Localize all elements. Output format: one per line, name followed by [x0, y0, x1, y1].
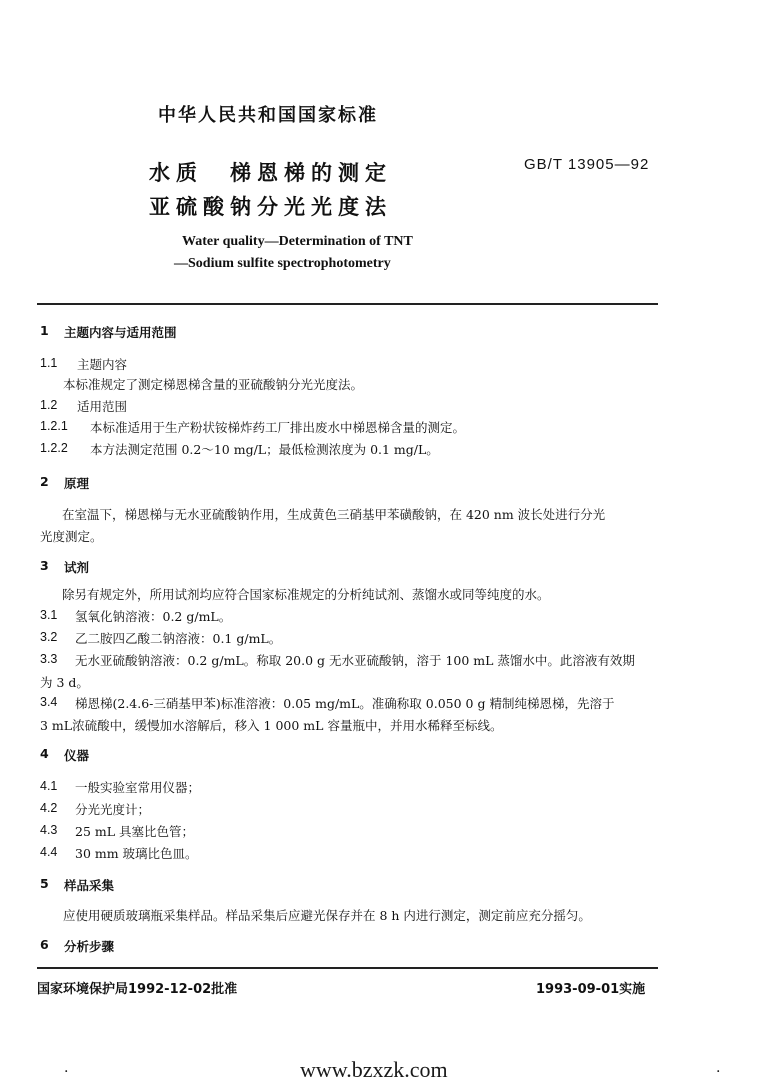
clause-3-2-text: 乙二胺四乙酸二钠溶液：0.1 g/mL。 — [75, 631, 282, 646]
clause-3-1-number: 3.1 — [40, 608, 58, 622]
clause-4-1-text: 一般实验室常用仪器； — [75, 780, 201, 795]
clause-1-2-2-number: 1.2.2 — [40, 441, 68, 455]
section-5-title: 样品采集 — [64, 878, 115, 893]
section-4-number: 4 — [40, 746, 49, 761]
section-2-text-line-1: 在室温下，梯恩梯与无水亚硫酸钠作用，生成黄色三硝基甲苯磺酸钠，在 420 nm 波长处进行分光 — [62, 507, 606, 522]
title-line-2: 亚硫酸钠分光光度法 — [149, 195, 392, 219]
clause-1-2-2-text: 本方法测定范围 0.2～10 mg/L；最低检测浓度为 0.1 mg/L。 — [90, 442, 439, 457]
effective-date-note: 1993-09-01实施 — [536, 982, 646, 997]
section-2-text-line-2: 光度测定。 — [40, 529, 103, 544]
section-3-title: 试剂 — [64, 560, 90, 575]
approval-note: 国家环境保护局1992-12-02批准 — [37, 982, 238, 997]
clause-3-3-text-line-1: 无水亚硫酸钠溶液：0.2 g/mL。称取 20.0 g 无水亚硫酸钠，溶于 100 mL 蒸馏水中。此溶液有效期 — [75, 653, 635, 668]
standard-name: 中华人民共和国国家标准 — [158, 105, 378, 126]
section-5-text: 应使用硬质玻璃瓶采集样品。样品采集后应避光保存并在 8 h 内进行测定，测定前应充分摇匀。 — [63, 908, 591, 923]
section-3-number: 3 — [40, 558, 49, 573]
clause-1-1-title: 主题内容 — [77, 357, 128, 372]
scan-dot-right: . — [716, 1060, 721, 1076]
clause-3-4-number: 3.4 — [40, 695, 58, 709]
section-2-number: 2 — [40, 474, 49, 489]
clause-4-4-text: 30 mm 玻璃比色皿。 — [75, 846, 198, 861]
clause-1-2-title: 适用范围 — [77, 399, 128, 414]
section-3-intro: 除另有规定外，所用试剂均应符合国家标准规定的分析纯试剂、蒸馏水或同等纯度的水。 — [62, 587, 550, 602]
clause-1-2-1-number: 1.2.1 — [40, 419, 68, 433]
clause-3-2-number: 3.2 — [40, 630, 58, 644]
clause-4-2-text: 分光光度计； — [75, 802, 151, 817]
section-1-number: 1 — [40, 323, 49, 338]
clause-1-2-number: 1.2 — [40, 398, 58, 412]
section-6-number: 6 — [40, 937, 49, 952]
clause-1-1-text: 本标准规定了测定梯恩梯含量的亚硫酸钠分光光度法。 — [63, 377, 364, 392]
clause-4-3-text: 25 mL 具塞比色管； — [75, 824, 195, 839]
scan-dot-left: . — [64, 1060, 69, 1076]
clause-3-3-text-line-2: 为 3 d。 — [40, 675, 89, 690]
section-4-title: 仪器 — [64, 748, 90, 763]
clause-3-4-text-line-2: 3 mL浓硫酸中，缓慢加水溶解后，移入 1 000 mL 容量瓶中，并用水稀释至标线。 — [40, 718, 503, 733]
clause-1-1-number: 1.1 — [40, 356, 58, 370]
clause-3-3-number: 3.3 — [40, 652, 58, 666]
clause-4-4-number: 4.4 — [40, 845, 58, 859]
clause-4-2-number: 4.2 — [40, 801, 58, 815]
clause-3-1-text: 氢氧化钠溶液：0.2 g/mL。 — [75, 609, 232, 624]
section-1-title: 主题内容与适用范围 — [64, 325, 177, 340]
title-line-1: 水质 梯恩梯的测定 — [149, 161, 392, 185]
clause-4-3-number: 4.3 — [40, 823, 58, 837]
clause-1-2-1-text: 本标准适用于生产粉状铵梯炸药工厂排出废水中梯恩梯含量的测定。 — [90, 420, 466, 435]
clause-3-4-text-line-1: 梯恩梯(2.4.6-三硝基甲苯)标准溶液：0.05 mg/mL。准确称取 0.050 0 g 精制纯梯恩梯，先溶于 — [75, 696, 615, 711]
english-title-line-1: Water quality—Determination of TNT — [182, 234, 413, 249]
english-title-line-2: —Sodium sulfite spectrophotometry — [174, 256, 391, 271]
standard-code: GB/T 13905—92 — [524, 156, 650, 173]
footer-divider — [37, 967, 658, 969]
section-2-title: 原理 — [64, 476, 90, 491]
section-6-title: 分析步骤 — [64, 939, 115, 954]
clause-4-1-number: 4.1 — [40, 779, 58, 793]
watermark-url: www.bzxzk.com — [300, 1057, 448, 1082]
header-divider — [37, 303, 658, 305]
section-5-number: 5 — [40, 876, 49, 891]
